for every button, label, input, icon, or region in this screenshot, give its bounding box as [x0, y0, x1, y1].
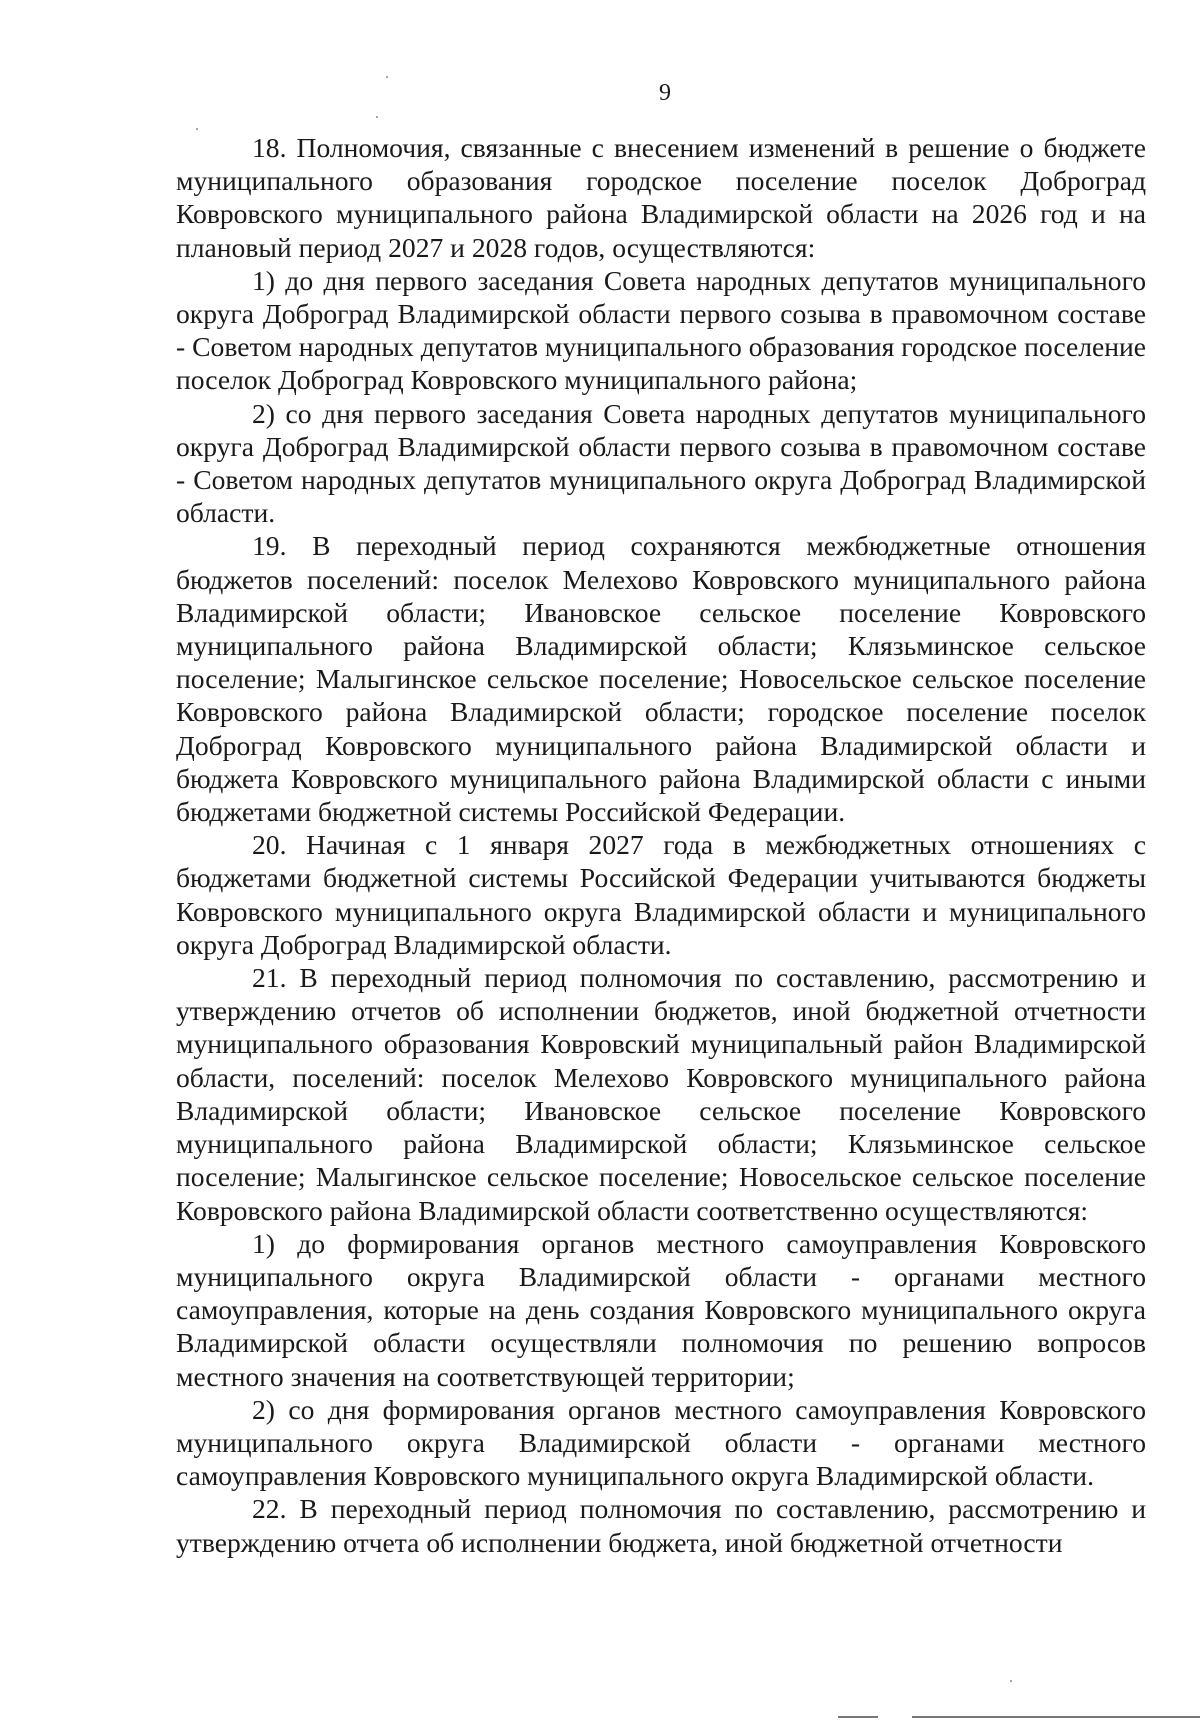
- document-body: [176, 131, 1146, 1559]
- paragraph-18-item-2: 2) со дня первого заседания Совета народных депутатов муниципального округа Доброград Владимирской области первого созыва в правомочном составе - Советом народных депутатов муниципального округа Доброград Владимирской области.: [176, 397, 1146, 529]
- paragraph-21-item-2: 2) со дня формирования органов местного самоуправления Ковровского муниципального округа Владимирской области - органами местного самоуправления Ковровского муниципального округа Владимирской области.: [176, 1393, 1146, 1492]
- scan-edge-line: [838, 1716, 878, 1718]
- paragraph-21: 21. В переходный период полномочия по составлению, рассмотрению и утверждению отчетов об исполнении бюджетов, иной бюджетной отчетности муниципального образования Ковровский муниципальный район Владимирской области, поселений: поселок Мелехово Ковровского муниципального района Владимирской области; Ивановское сельское поселение Ковровского муниципального района Владимирской области; Клязьминское сельское поселение; Малыгинское сельское поселение; Новосельское сельское поселение Ковровского района Владимирской области соответственно осуществляются:: [176, 962, 1146, 1226]
- paragraph-21-item-1: 1) до формирования органов местного самоуправления Ковровского муниципального округа Владимирской области - органами местного самоуправления, которые на день создания Ковровского муниципального округа Владимирской области осуществляли полномочия по решению вопросов местного значения на соответствующей территории;: [176, 1227, 1146, 1392]
- scan-speck: [376, 116, 378, 118]
- paragraph-22: 22. В переходный период полномочия по составлению, рассмотрению и утверждению отчета об исполнении бюджета, иной бюджетной отчетности: [176, 1493, 1146, 1558]
- scan-edge-line: [912, 1716, 1200, 1718]
- scan-speck: [386, 76, 388, 78]
- scan-speck: [1010, 1680, 1012, 1682]
- paragraph-18: 18. Полномочия, связанные с внесением изменений в решение о бюджете муниципального образования городское поселение поселок Доброград Ковровского муниципального района Владимирской области на 2026 год и на плановый период 2027 и 2028 годов, осуществляются:: [176, 132, 1146, 263]
- paragraph-19: 19. В переходный период сохраняются межбюджетные отношения бюджетов поселений: поселок Мелехово Ковровского муниципального района Владимирской области; Ивановское сельское поселение Ковровского муниципального района Владимирской области; Клязьминское сельское поселение; Малыгинское сельское поселение; Новосельское сельское поселение Ковровского района Владимирской области; городское поселение поселок Доброград Ковровского муниципального района Владимирской области и бюджета Ковровского муниципального района Владимирской области с иными бюджетами бюджетной системы Российской Федерации.: [176, 530, 1146, 828]
- scan-speck: [196, 128, 198, 130]
- page-number: 9: [659, 80, 671, 106]
- paragraph-20: 20. Начиная с 1 января 2027 года в межбюджетных отношениях с бюджетами бюджетной системы Российской Федерации учитываются бюджеты Ковровского муниципального округа Владимирской области и муниципального округа Доброград Владимирской области.: [176, 829, 1146, 960]
- paragraph-18-item-1: 1) до дня первого заседания Совета народных депутатов муниципального округа Доброград Владимирской области первого созыва в правомочном составе - Советом народных депутатов муниципального образования городское поселение поселок Доброград Ковровского муниципального района;: [176, 264, 1146, 396]
